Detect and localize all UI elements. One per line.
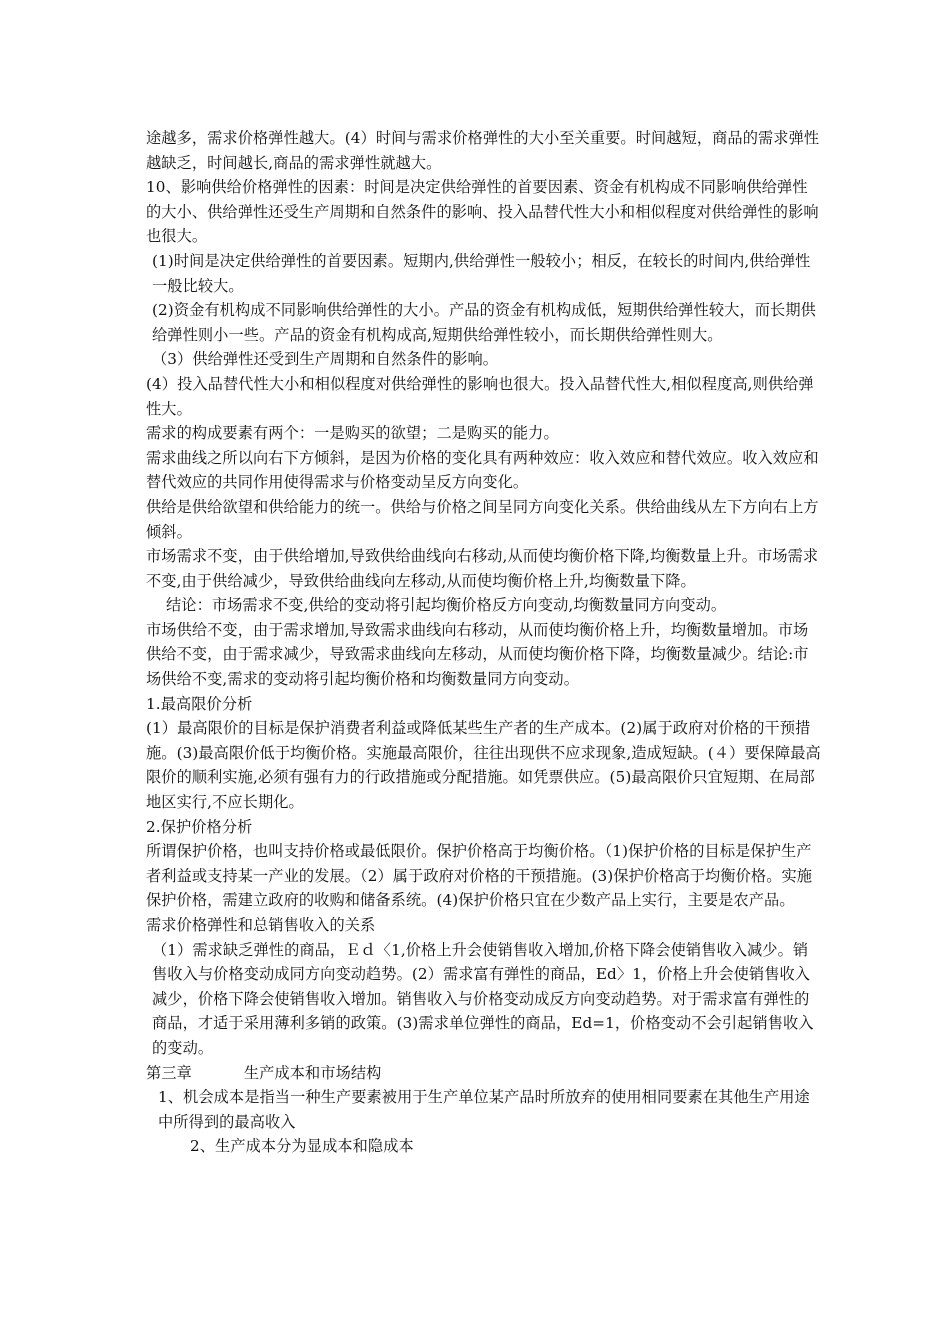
paragraph-price-ceiling: (1）最高限价的目标是保护消费者利益或降低某些生产者的生产成本。(2)属于政府对价格的干预措施。(3)最高限价低于均衡价格。实施最高限价，往往出现供不应求现象,造成短缺。(４）要保障最高限价的顺利实施,必须有强有力的行政措施或分配措施。如凭票供应。(5)最高限价只宜短期、在局部地区实行,不应长期化。 xyxy=(146,719,821,812)
paragraph-factor-2: (2)资金有机构成不同影响供给弹性的大小。产品的资金有机构成低，短期供给弹性较大，而长期供给弹性则小一些。产品的资金有机构成高,短期供给弹性较小，而长期供给弹性则大。 xyxy=(152,301,816,344)
paragraph-supply-shift: 市场需求不变，由于供给增加,导致供给曲线向右移动,从而使均衡价格下降,均衡数量上升。市场需求不变,由于供给减少，导致供给曲线向左移动,从而使均衡价格上升,均衡数量下降。 xyxy=(146,547,819,590)
paragraph-opportunity-cost: 1、机会成本是指当一种生产要素被用于生产单位某产品时所放弃的使用相同要素在其他生产用途中所得到的最高收入 xyxy=(158,1088,810,1131)
chapter-number: 第三章 xyxy=(146,1063,192,1082)
paragraph-supply-conclusion: 结论：市场需求不变,供给的变动将引起均衡价格反方向变动,均衡数量同方向变动。 xyxy=(166,596,727,615)
paragraph-factor-3: （3）供给弹性还受到生产周期和自然条件的影响。 xyxy=(152,350,499,369)
paragraph-price-floor: 所谓保护价格，也叫支持价格或最低限价。保护价格高于均衡价格。（1)保护价格的目标是保护生产者利益或支持某一产业的发展。（2）属于政府对价格的干预措施。(3)保护价格高于均衡价格。实施保护价格，需建立政府的收购和储备系统。(4)保护价格只宜在少数产品上实行，主要是农产品。 xyxy=(146,842,813,910)
paragraph-supply-definition: 供给是供给欲望和供给能力的统一。供给与价格之间呈同方向变化关系。供给曲线从左下方向右上方倾斜。 xyxy=(146,497,819,541)
paragraph-demand-curve: 需求曲线之所以向右下方倾斜，是因为价格的变化具有两种效应：收入效应和替代效应。收入效应和替代效应的共同作用使得需求与价格变动呈反方向变化。 xyxy=(146,448,819,492)
heading-price-floor: 2.保护价格分析 xyxy=(146,817,253,836)
paragraph-demand-elements: 需求的构成要素有两个：一是购买的欲望；二是购买的能力。 xyxy=(146,424,559,443)
paragraph-factor-1: (1)时间是决定供给弹性的首要因素。短期内,供给弹性一般较小；相反，在较长的时间内,供给弹性一般比较大。 xyxy=(152,251,811,295)
heading-price-ceiling: 1.最高限价分析 xyxy=(146,694,253,713)
document-page xyxy=(146,126,822,1159)
paragraph-factor-4: (4）投入品替代性大小和相似程度对供给弹性的影响也很大。投入品替代性大,相似程度高,则供给弹性大。 xyxy=(146,374,814,418)
paragraph-elasticity-revenue: （1）需求缺乏弹性的商品，Ｅｄ〈1,价格上升会使销售收入增加,价格下降会使销售收入减少。销售收入与价格变动成同方向变动趋势。(2）需求富有弹性的商品，Ed〉1，价格上升会使销售收入减少，价格下降会使销售收入增加。销售收入与价格变动成反方向变动趋势。对于需求富有弹性的商品，才适于采用薄利多销的政策。(3)需求单位弹性的商品，Ed=1，价格变动不会引起销售收入的变动。 xyxy=(152,940,814,1057)
heading-elasticity-revenue: 需求价格弹性和总销售收入的关系 xyxy=(146,916,376,934)
paragraph-demand-elasticity-time: 途越多，需求价格弹性越大。(4）时间与需求价格弹性的大小至关重要。时间越短，商品的需求弹性越缺乏，时间越长,商品的需求弹性就越大。 xyxy=(146,129,820,172)
paragraph-supply-elasticity-factors: 10、影响供给价格弹性的因素：时间是决定供给弹性的首要因素、资金有机构成不同影响供给弹性的大小、供给弹性还受生产周期和自然条件的影响、投入品替代性大小和相似程度对供给弹性的影响也很大。 xyxy=(146,178,819,246)
chapter-heading xyxy=(146,1061,822,1086)
chapter-title: 生产成本和市场结构 xyxy=(243,1063,382,1082)
paragraph-production-cost: 2、生产成本分为显成本和隐成本 xyxy=(190,1137,414,1156)
paragraph-demand-shift: 市场供给不变，由于需求增加,导致需求曲线向右移动，从而使均衡价格上升，均衡数量增加。市场供给不变，由于需求减少，导致需求曲线向左移动，从而使均衡价格下降，均衡数量减少。结论:市场供给不变,需求的变动将引起均衡价格和均衡数量同方向变动。 xyxy=(146,620,809,689)
